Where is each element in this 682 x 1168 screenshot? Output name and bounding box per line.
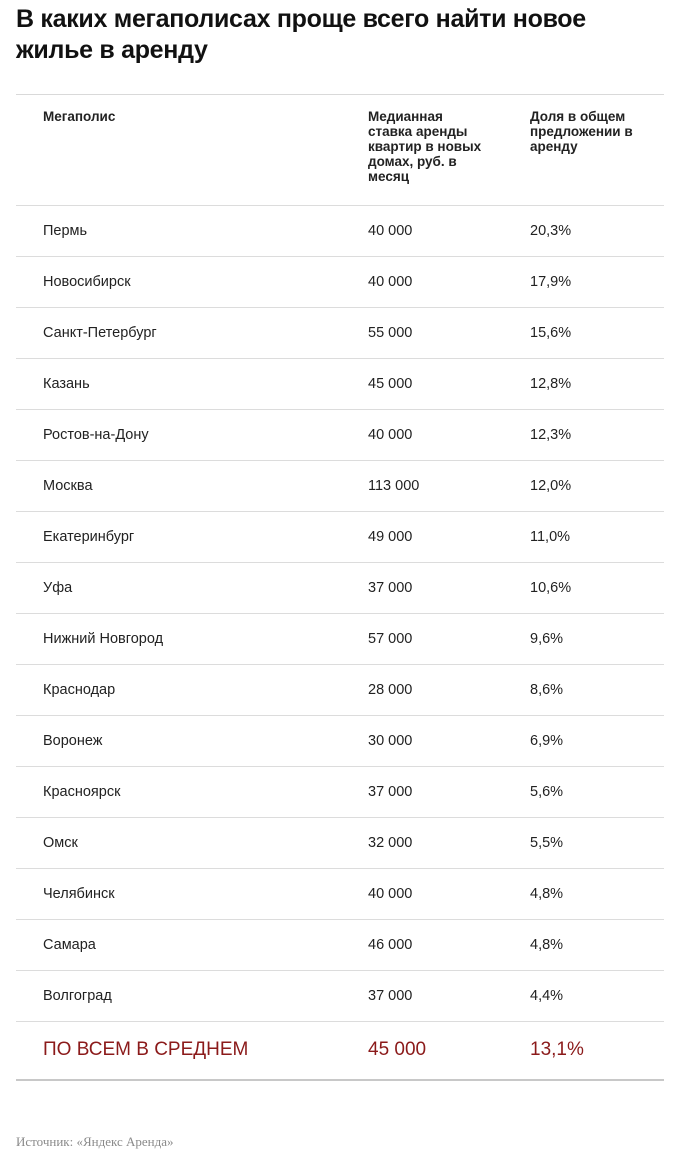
- cell-share: 11,0%: [530, 529, 571, 545]
- cell-share: 9,6%: [530, 631, 564, 647]
- cell-rate: 32 000: [368, 835, 413, 851]
- header-rate: Медианная ставка аренды квартир в новых домах, руб. в месяц: [368, 109, 482, 184]
- table-row: [16, 308, 664, 359]
- cell-rate: 40 000: [368, 427, 413, 443]
- cell-share: 5,5%: [530, 835, 564, 851]
- table-row: [16, 410, 664, 461]
- table-row: [16, 461, 664, 512]
- cell-rate: 46 000: [368, 937, 413, 953]
- table-row: [16, 206, 664, 257]
- table-row: [16, 767, 664, 818]
- table-total-row: [16, 1022, 664, 1081]
- table-row: [16, 512, 664, 563]
- source-note: Источник: «Яндекс Аренда»: [16, 1134, 174, 1149]
- cell-city: Санкт-Петербург: [43, 325, 157, 341]
- cell-rate: 40 000: [368, 274, 413, 290]
- cell-share: 6,9%: [530, 733, 564, 749]
- cell-share: 15,6%: [530, 325, 572, 341]
- page-title: В каких мегаполисах проще всего найти новое жилье в аренду: [16, 5, 586, 64]
- cell-share: 12,0%: [530, 478, 572, 494]
- total-rate: 45 000: [368, 1039, 427, 1060]
- cell-city: Самара: [43, 937, 96, 953]
- header-city: Мегаполис: [43, 109, 116, 124]
- cell-city: Челябинск: [43, 886, 115, 902]
- table-row: [16, 665, 664, 716]
- cell-city: Нижний Новгород: [43, 631, 164, 647]
- cell-rate: 55 000: [368, 325, 413, 341]
- table-header: [16, 95, 664, 206]
- table-row: [16, 869, 664, 920]
- cell-share: 12,8%: [530, 376, 572, 392]
- rent-table: [16, 94, 664, 1081]
- cell-city: Краснодар: [43, 682, 116, 698]
- table-row: [16, 971, 664, 1022]
- cell-rate: 37 000: [368, 784, 413, 800]
- table-row: [16, 563, 664, 614]
- cell-share: 12,3%: [530, 427, 572, 443]
- cell-rate: 49 000: [368, 529, 413, 545]
- cell-city: Москва: [43, 478, 93, 494]
- cell-share: 10,6%: [530, 580, 572, 596]
- cell-share: 17,9%: [530, 274, 572, 290]
- cell-city: Воронеж: [43, 733, 103, 749]
- table-row: [16, 614, 664, 665]
- table-row: [16, 920, 664, 971]
- table-body: [16, 206, 664, 1022]
- cell-rate: 45 000: [368, 376, 413, 392]
- cell-city: Ростов-на-Дону: [43, 427, 149, 443]
- cell-share: 4,8%: [530, 937, 564, 953]
- cell-rate: 28 000: [368, 682, 413, 698]
- cell-rate: 37 000: [368, 580, 413, 596]
- cell-rate: 37 000: [368, 988, 413, 1004]
- cell-city: Пермь: [43, 223, 88, 239]
- cell-city: Екатеринбург: [43, 529, 135, 545]
- table-row: [16, 716, 664, 767]
- cell-rate: 40 000: [368, 886, 413, 902]
- cell-city: Новосибирск: [43, 274, 131, 290]
- cell-share: 5,6%: [530, 784, 564, 800]
- cell-city: Волгоград: [43, 988, 112, 1004]
- cell-city: Омск: [43, 835, 78, 851]
- total-share: 13,1%: [530, 1039, 584, 1060]
- cell-rate: 30 000: [368, 733, 413, 749]
- table-row: [16, 818, 664, 869]
- cell-city: Красноярск: [43, 784, 121, 800]
- cell-share: 20,3%: [530, 223, 572, 239]
- header-share: Доля в общем предложении в аренду: [530, 109, 633, 154]
- cell-share: 8,6%: [530, 682, 564, 698]
- table-row: [16, 359, 664, 410]
- cell-city: Казань: [43, 376, 90, 392]
- cell-rate: 113 000: [368, 478, 420, 494]
- total-label: ПО ВСЕМ В СРЕДНЕМ: [43, 1039, 249, 1060]
- cell-rate: 40 000: [368, 223, 413, 239]
- cell-share: 4,4%: [530, 988, 564, 1004]
- cell-share: 4,8%: [530, 886, 564, 902]
- cell-rate: 57 000: [368, 631, 413, 647]
- cell-city: Уфа: [43, 580, 73, 596]
- table-row: [16, 257, 664, 308]
